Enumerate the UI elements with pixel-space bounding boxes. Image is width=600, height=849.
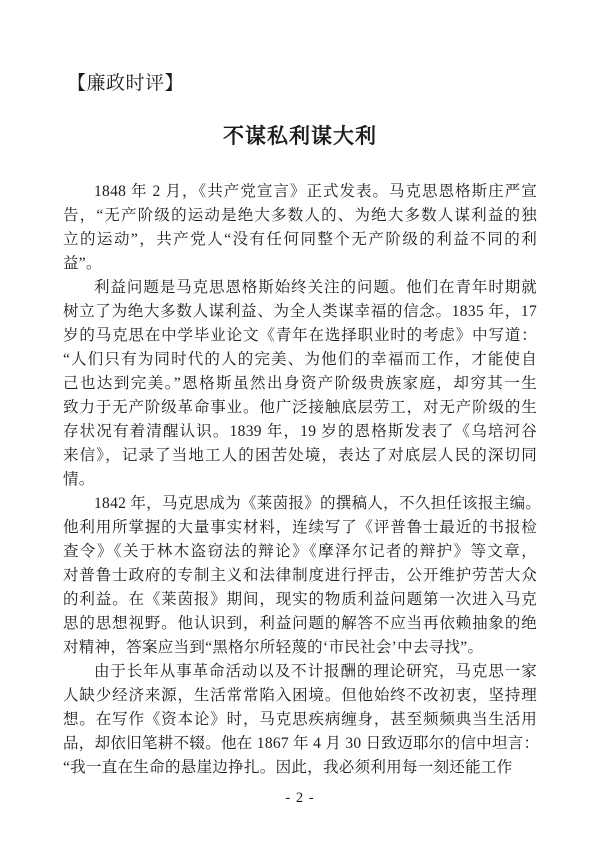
text-line: 利益问题是马克思恩格斯始终关注的问题。他们在青年时期就 <box>94 279 537 296</box>
text-line: 品，却依旧笔耕不辍。他在 1867 年 4 月 30 日致迈耶尔的信中坦言： <box>63 735 540 752</box>
text-line: 益”。 <box>63 255 102 272</box>
page-number: - 2 - <box>285 790 315 806</box>
text-line: 1848 年 2 月，《共产党宣言》正式发表。马克思恩格斯庄严宣 <box>94 183 537 200</box>
text-line: 己也达到完美。”恩格斯虽然出身资产阶级贵族家庭，却穷其一生 <box>63 375 537 392</box>
text-line: 对普鲁士政府的专制主义和法律制度进行抨击，公开维护劳苦大众 <box>63 567 537 584</box>
text-line: 由于长年从事革命活动以及不计报酬的理论研究，马克思一家 <box>94 663 537 680</box>
text-line: 立的运动”，共产党人“没有任何同整个无产阶级的利益不同的利 <box>63 231 537 248</box>
paragraph <box>63 180 537 276</box>
section-label: 【廉政时评】 <box>67 73 185 94</box>
document-body <box>63 180 542 780</box>
text-line: 树立了为绝大多数人谋利益、为全人类谋幸福的信念。1835 年，17 <box>63 303 537 320</box>
paragraph <box>63 660 540 780</box>
text-line: 致力于无产阶级革命事业。他广泛接触底层劳工，对无产阶级的生 <box>63 399 537 416</box>
text-line: 查令》《关于林木盗窃法的辩论》《摩泽尔记者的辩护》等文章， <box>63 543 537 560</box>
text-line: 他利用所掌握的大量事实材料，连续写了《评普鲁士最近的书报检 <box>63 519 537 536</box>
text-line: 告，“无产阶级的运动是绝大多数人的、为绝大多数人谋利益的独 <box>63 207 537 224</box>
text-line: 想。在写作《资本论》时，马克思疾病缠身，甚至频频典当生活用 <box>63 711 537 728</box>
paragraph <box>63 276 537 492</box>
text-line: 人缺少经济来源，生活常常陷入困境。但他始终不改初衷，坚持理 <box>63 687 537 704</box>
text-line: 来信》，记录了当地工人的困苦处境，表达了对底层人民的深切同 <box>63 447 537 464</box>
text-line: 存状况有着清醒认识。1839 年，19 岁的恩格斯发表了《乌培河谷 <box>63 423 537 440</box>
paragraph <box>63 492 542 660</box>
text-line: 对精神，答案应当到“黑格尔所轻蔑的‘市民社会’中去寻找”。 <box>63 639 484 656</box>
text-line: 1842 年，马克思成为《莱茵报》的撰稿人，不久担任该报主编。 <box>94 495 542 512</box>
text-line: 思的思想视野。他认识到，利益问题的解答不应当再依赖抽象的绝 <box>63 615 537 632</box>
text-line: 情。 <box>63 471 95 488</box>
text-line: 的利益。在《莱茵报》期间，现实的物质利益问题第一次进入马克 <box>63 591 537 608</box>
text-line: “我一直在生命的悬崖边挣扎。因此，我必须利用每一刻还能工作 <box>63 759 513 776</box>
text-line: 岁的马克思在中学毕业论文《青年在选择职业时的考虑》中写道： <box>63 327 537 344</box>
page-title: 不谋私利谋大利 <box>223 124 377 148</box>
text-line: “人们只有为同时代的人的完美、为他们的幸福而工作，才能使自 <box>63 351 537 368</box>
